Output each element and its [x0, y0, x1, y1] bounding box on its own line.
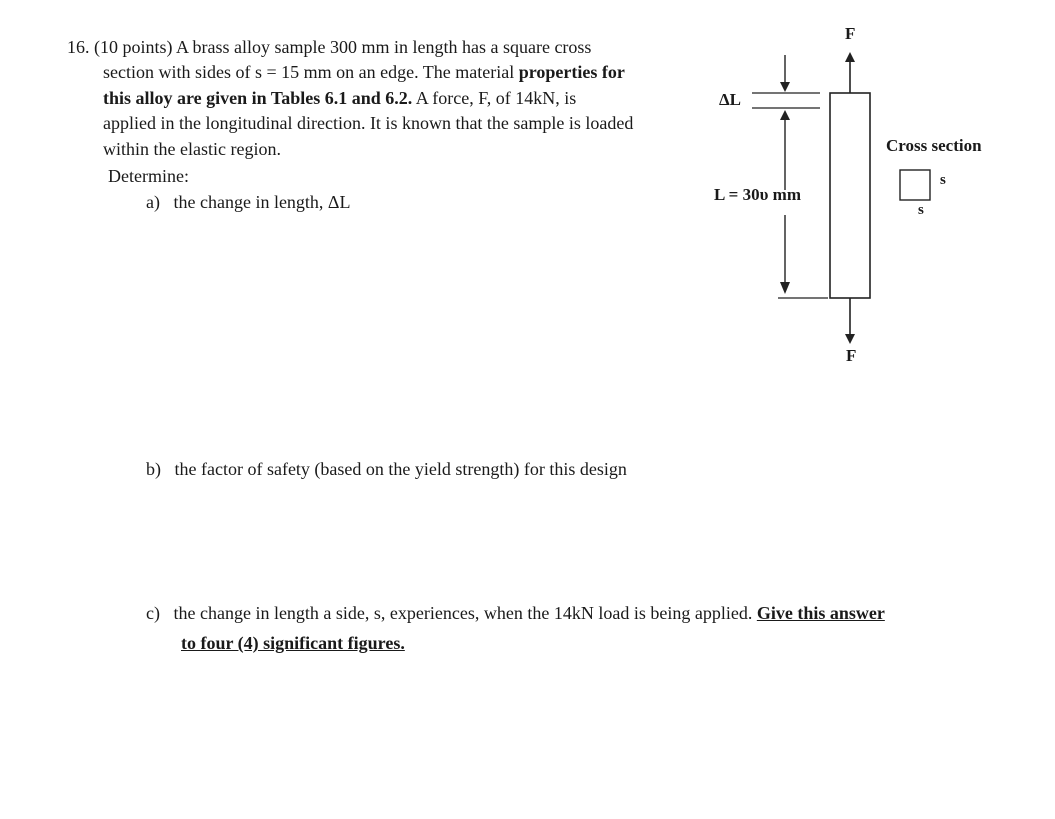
cross-section-title: Cross section — [886, 136, 982, 155]
length-label: L = 30υ mm — [714, 185, 801, 204]
question-c — [146, 602, 885, 624]
cross-section-square — [900, 170, 930, 200]
delta-arrow-down-icon — [780, 82, 790, 92]
question-b-letter: b) — [146, 459, 161, 479]
problem-line-4 — [103, 112, 633, 134]
question-b-text: the factor of safety (based on the yield strength) for this design — [174, 459, 627, 479]
problem-intro-3-rest: A force, F, of 14kN, is — [415, 88, 577, 108]
problem-line-5 — [103, 138, 281, 160]
question-c-text: the change in length a side, s, experiences, when the 14kN load is being applied. — [173, 603, 753, 623]
length-arrow-down-icon — [780, 282, 790, 294]
bottom-force-arrowhead-icon — [845, 334, 855, 344]
question-c-bold-1: Give this answer — [756, 603, 885, 623]
determine-label — [108, 165, 189, 187]
question-c-bold-2: to four (4) significant figures. — [181, 633, 405, 653]
problem-intro-4: applied in the longitudinal direction. It is known that the sample is loaded — [103, 113, 634, 133]
problem-intro-5: within the elastic region. — [103, 139, 281, 159]
problem-points: (10 points) — [94, 37, 173, 57]
problem-line-1 — [67, 36, 591, 58]
question-a — [146, 191, 351, 213]
problem-line-2 — [103, 61, 625, 83]
delta-arrow-up-icon — [780, 110, 790, 120]
question-a-letter: a) — [146, 192, 160, 212]
problem-intro-1: A brass alloy sample 300 mm in length has a square cross — [176, 37, 592, 57]
determine-text: Determine: — [108, 166, 189, 186]
force-label-bottom: F — [846, 346, 857, 365]
specimen-bar — [830, 93, 870, 298]
question-b — [146, 458, 627, 480]
cross-section-side-bottom: s — [918, 202, 924, 218]
top-force-arrowhead-icon — [845, 52, 855, 62]
question-a-text: the change in length, ΔL — [173, 192, 351, 212]
problem-line-3 — [103, 87, 576, 109]
cross-section-side-right: s — [940, 172, 946, 188]
problem-intro-2: section with sides of s = 15 mm on an edge. The material — [103, 62, 515, 82]
force-label-top: F — [845, 24, 856, 43]
question-c-line-2 — [181, 632, 405, 654]
problem-intro-2-bold: properties for — [518, 62, 625, 82]
question-c-letter: c) — [146, 603, 160, 623]
problem-number: 16. — [67, 37, 90, 57]
delta-l-label: ΔL — [719, 90, 741, 109]
problem-intro-3-bold: this alloy are given in Tables 6.1 and 6.2. — [103, 88, 413, 108]
